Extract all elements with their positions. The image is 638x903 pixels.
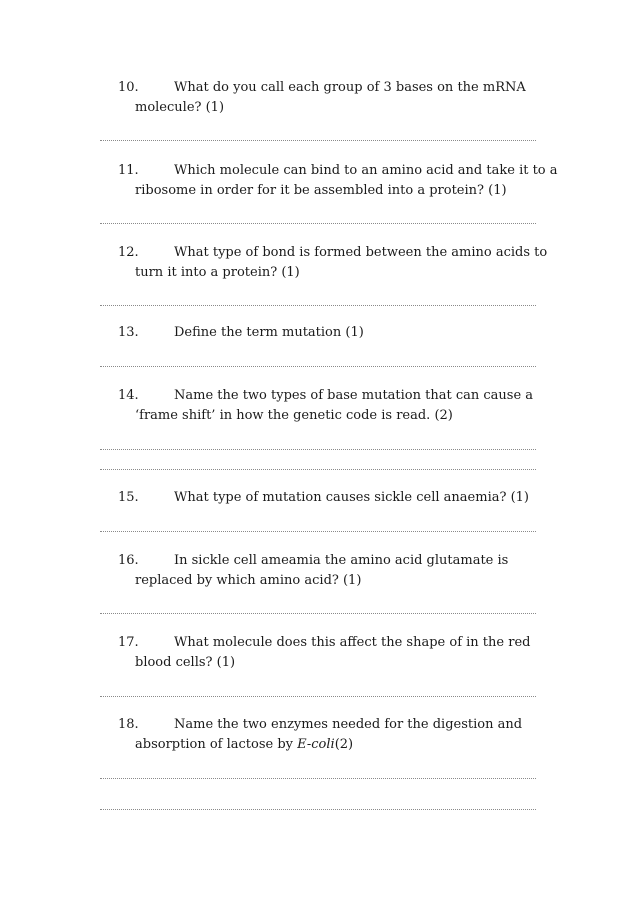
question-12	[118, 243, 558, 283]
question-text-continued	[118, 735, 558, 755]
question-text: Which molecule can bind to an amino acid and take it to a	[174, 163, 558, 178]
question-number: 15.	[118, 490, 139, 505]
question-number: 12.	[118, 245, 139, 260]
question-marks: (2)	[334, 737, 354, 752]
question-text: Define the term mutation (1)	[174, 325, 364, 340]
question-number: 18.	[118, 717, 139, 732]
question-text: Name the two types of base mutation that can cause a	[174, 388, 534, 403]
question-10	[118, 78, 558, 118]
question-text: In sickle cell ameamia the amino acid glutamate is	[174, 553, 509, 568]
question-number: 16.	[118, 553, 139, 568]
answer-line	[100, 778, 536, 779]
question-text-continued: ‘frame shift’ in how the genetic code is read. (2)	[135, 408, 453, 423]
question-14	[118, 386, 558, 426]
question-17	[118, 633, 558, 673]
answer-line	[100, 613, 536, 614]
answer-line	[100, 449, 536, 450]
question-number: 11.	[118, 163, 139, 178]
question-text-prefix: absorption of lactose by	[135, 737, 298, 752]
answer-line	[100, 140, 536, 141]
question-number: 13.	[118, 325, 139, 340]
question-text-continued: ribosome in order for it be assembled into a protein? (1)	[135, 183, 507, 198]
question-text: What do you call each group of 3 bases on the mRNA	[174, 80, 526, 95]
question-text-continued: turn it into a protein? (1)	[135, 265, 300, 280]
answer-line	[100, 223, 536, 224]
question-18	[118, 715, 558, 755]
question-16	[118, 551, 558, 591]
answer-line	[100, 809, 536, 810]
question-text: Name the two enzymes needed for the digestion and	[174, 717, 523, 732]
question-number: 14.	[118, 388, 139, 403]
answer-line	[100, 696, 536, 697]
answer-line	[100, 469, 536, 470]
question-text: What type of mutation causes sickle cell anaemia? (1)	[174, 490, 529, 505]
answer-line	[100, 305, 536, 306]
question-13	[118, 323, 558, 343]
question-text: What molecule does this affect the shape of in the red	[174, 635, 531, 650]
question-text-continued: replaced by which amino acid? (1)	[135, 573, 362, 588]
organism-name: E-coli	[297, 737, 335, 752]
question-text: What type of bond is formed between the amino acids to	[174, 245, 548, 260]
question-15	[118, 488, 558, 508]
question-11	[118, 161, 558, 201]
question-number: 17.	[118, 635, 139, 650]
question-text-continued: blood cells? (1)	[135, 655, 236, 670]
answer-line	[100, 531, 536, 532]
answer-line	[100, 366, 536, 367]
question-number: 10.	[118, 80, 139, 95]
question-text-continued: molecule? (1)	[135, 100, 225, 115]
